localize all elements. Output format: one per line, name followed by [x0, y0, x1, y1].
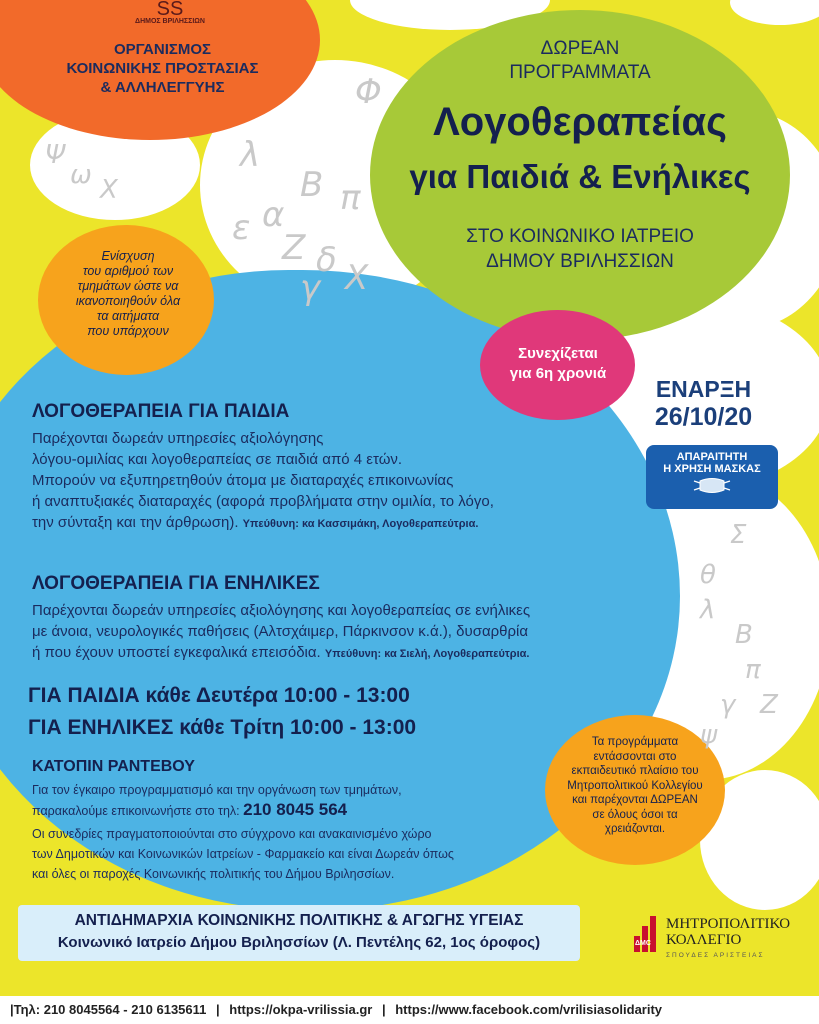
college-logo	[632, 912, 812, 968]
greek-letter: Ψ	[45, 140, 66, 170]
college-mark-text: ΔΜC	[635, 940, 651, 947]
headline-location2: ΔΗΜΟΥ ΒΡΙΛΗΣΣΙΩΝ	[486, 251, 674, 272]
org-line3: & ΑΛΛΗΛΕΓΓΥΗΣ	[100, 79, 225, 96]
footer-separator: |	[216, 1002, 220, 1017]
college-note-line: εκπαιδευτικό πλαίσιο του	[571, 765, 699, 777]
appointment-line: και όλες οι παροχές Κοινωνικής πολιτικής του Δήμου Βριλησσίων.	[32, 867, 395, 881]
org-line1: ΟΡΓΑΝΙΣΜΟΣ	[113, 41, 212, 58]
footer-phones: |Τηλ: 210 8045564 - 210 6135611	[10, 1002, 207, 1017]
college-note	[555, 735, 715, 837]
capacity-note-line: ικανοποιηθούν όλα	[75, 294, 181, 308]
greek-letter: α	[262, 195, 285, 235]
face-mask-icon	[692, 477, 732, 495]
appointment-line: παρακαλούμε επικοινωνήστε στο τηλ:	[32, 804, 240, 818]
greek-letter: Β	[735, 620, 753, 650]
greek-letter: Φ	[355, 72, 382, 112]
children-responsible: Υπεύθυνη: κα Κασσιμάκη, Λογοθεραπεύτρια.	[242, 518, 479, 530]
capacity-note-line: που υπάρχουν	[87, 324, 169, 338]
children-line: την σύνταξη και την άρθρωση).	[32, 514, 239, 531]
greek-letter: π	[745, 655, 761, 685]
children-title: ΛΟΓΟΘΕΡΑΠΕΙΑ ΓΙΑ ΠΑΙΔΙΑ	[32, 401, 290, 422]
children-line: ή αναπτυξιακές διαταραχές (αφορά προβλήματα στην ομιλία, το λόγο,	[32, 493, 494, 510]
college-note-line: Τα προγράμματα	[591, 736, 679, 748]
college-name-line1: ΜΗΤΡΟΠΟΛΙΤΙΚΟ	[666, 916, 791, 932]
municipality-logo	[135, 0, 205, 26]
appointment-phone[interactable]: 210 8045 564	[243, 800, 348, 819]
capacity-note-line: Ενίσχυση	[101, 249, 155, 263]
adults-text	[32, 600, 530, 665]
appointment-line: Για τον έγκαιρο προγραμματισμό και την οργάνωση των τμημάτων,	[32, 783, 402, 797]
appointment-title: ΚΑΤΟΠΙΝ ΡΑΝΤΕΒΟΥ	[32, 758, 195, 775]
appointment-phone-line	[32, 800, 572, 821]
greek-letter: π	[340, 178, 361, 218]
organization-name	[40, 40, 285, 97]
greek-letter: Ζ	[760, 690, 778, 720]
children-line-last	[32, 512, 494, 535]
headline-free: ΔΩΡΕΑΝ	[540, 38, 620, 59]
adults-line-last	[32, 642, 530, 665]
appointment-text	[32, 780, 572, 884]
mask-line2: Η ΧΡΗΣΗ ΜΑΣΚΑΣ	[663, 463, 761, 475]
adults-line: με άνοια, νευρολογικές παθήσεις (Αλτσχάιμερ, Πάρκινσον κ.ά.), δυσαρθρία	[32, 623, 529, 640]
mask-line1: ΑΠΑΡΑΙΤΗΤΗ	[676, 451, 748, 463]
greek-letter: ε	[232, 208, 251, 248]
greek-letter: θ	[700, 560, 716, 590]
adults-line: ή που έχουν υποστεί εγκεφαλικά επεισόδια.	[32, 644, 321, 661]
address-box	[18, 905, 580, 961]
college-name-line2: ΚΟΛΛΕΓΙΟ	[666, 932, 742, 948]
college-note-line: σε όλους όσοι τα	[592, 808, 678, 821]
address-location: Κοινωνικό Ιατρείο Δήμου Βριλησσίων (Λ. Πεντέλης 62, 1ος όροφος)	[57, 934, 541, 951]
headline-speech-therapy: Λογοθεραπείας	[433, 100, 727, 144]
greek-letter: Χ	[345, 258, 369, 298]
footer-website-link[interactable]: https://okpa-vrilissia.gr	[229, 1002, 373, 1017]
children-line: Μπορούν να εξυπηρετηθούν άτομα με διαταραχές επικοινωνίας	[32, 472, 454, 489]
college-note-line: χρειάζονται.	[604, 823, 666, 835]
college-note-line: Μητροπολιτικού Κολλεγίου	[567, 779, 703, 792]
children-text	[32, 428, 494, 535]
footer	[0, 996, 819, 1024]
greek-letter: ψ	[700, 720, 718, 750]
continuation-note	[488, 344, 628, 384]
greek-letter: ω	[70, 160, 92, 190]
greek-letter: Σ	[730, 520, 747, 550]
footer-separator: |	[381, 1002, 386, 1017]
greek-letter: γ	[300, 268, 321, 308]
adults-responsible: Υπεύθυνη: κα Σιελή, Λογοθεραπεύτρια.	[324, 648, 530, 660]
greek-letter: Χ	[100, 175, 118, 205]
footer-facebook-link[interactable]: https://www.facebook.com/vrilisiasolidarity	[395, 1002, 663, 1017]
address-department: ΑΝΤΙΔΗΜΑΡΧΙΑ ΚΟΙΝΩΝΙΚΗΣ ΠΟΛΙΤΙΚΗΣ & ΑΓΩΓΗΣ ΥΓΕΙΑΣ	[74, 912, 524, 929]
org-line2: ΚΟΙΝΩΝΙΚΗΣ ΠΡΟΣΤΑΣΙΑΣ	[66, 60, 259, 77]
capacity-note-line: του αριθμού των	[82, 264, 174, 278]
college-note-line: εντάσσονται στο	[593, 750, 677, 763]
greek-letter: Ζ	[282, 228, 306, 268]
appointment-line: των Δημοτικών και Κοινωνικών Ιατρείων - Φαρμακείο και είναι Δωρεάν όπως	[32, 847, 454, 861]
capacity-note-line: τα αιτήματα	[96, 309, 160, 323]
logo-text: ΔΗΜΟΣ ΒΡΙΛΗΣΣΙΩΝ	[135, 18, 205, 25]
logo-mark: SS	[156, 0, 184, 20]
continuation-line2: για 6η χρονιά	[509, 365, 607, 382]
children-line: λόγου-ομιλίας και λογοθεραπείας σε παιδιά από 4 ετών.	[32, 451, 403, 468]
greek-letter: γ	[720, 690, 736, 720]
greek-letter: δ	[316, 240, 337, 280]
start-date: 26/10/20	[654, 403, 753, 431]
capacity-note	[48, 249, 208, 339]
greek-letter: Β	[300, 165, 324, 205]
children-line: Παρέχονται δωρεάν υπηρεσίες αξιολόγησης	[32, 430, 324, 447]
greek-letter: λ	[240, 135, 261, 175]
college-logo-mark	[632, 914, 662, 954]
headline-location1: ΣΤΟ ΚΟΙΝΩΝΙΚΟ ΙΑΤΡΕΙΟ	[466, 226, 694, 247]
headline-programs: ΠΡΟΓΡΑΜΜΑΤΑ	[509, 62, 651, 83]
capacity-note-line: τμημάτων ώστε να	[77, 279, 179, 293]
mask-badge	[646, 445, 778, 509]
adults-title: ΛΟΓΟΘΕΡΑΠΕΙΑ ΓΙΑ ΕΝΗΛΙΚΕΣ	[32, 573, 320, 594]
continuation-line1: Συνεχίζεται	[518, 345, 598, 362]
appointment-line: Οι συνεδρίες πραγματοποιούνται στο σύγχρονο και ανακαινισμένο χώρο	[32, 827, 432, 841]
college-note-line: και παρέχονται ΔΩΡΕΑΝ	[572, 794, 698, 806]
start-label: ΕΝΑΡΞΗ	[655, 376, 752, 402]
adults-line: Παρέχονται δωρεάν υπηρεσίες αξιολόγησης και λογοθεραπείας σε ενήλικες	[32, 602, 531, 619]
greek-letter: λ	[700, 595, 716, 625]
schedule-children: ΓΙΑ ΠΑΙΔΙΑ κάθε Δευτέρα 10:00 - 13:00	[28, 684, 410, 707]
college-tagline: ΣΠΟΥΔΕΣ ΑΡΙΣΤΕΙΑΣ	[666, 952, 765, 959]
schedule-adults: ΓΙΑ ΕΝΗΛΙΚΕΣ κάθε Τρίτη 10:00 - 13:00	[28, 716, 417, 739]
headline-audience: για Παιδιά & Ενήλικες	[409, 158, 751, 195]
bg-bubble-4	[730, 0, 819, 25]
